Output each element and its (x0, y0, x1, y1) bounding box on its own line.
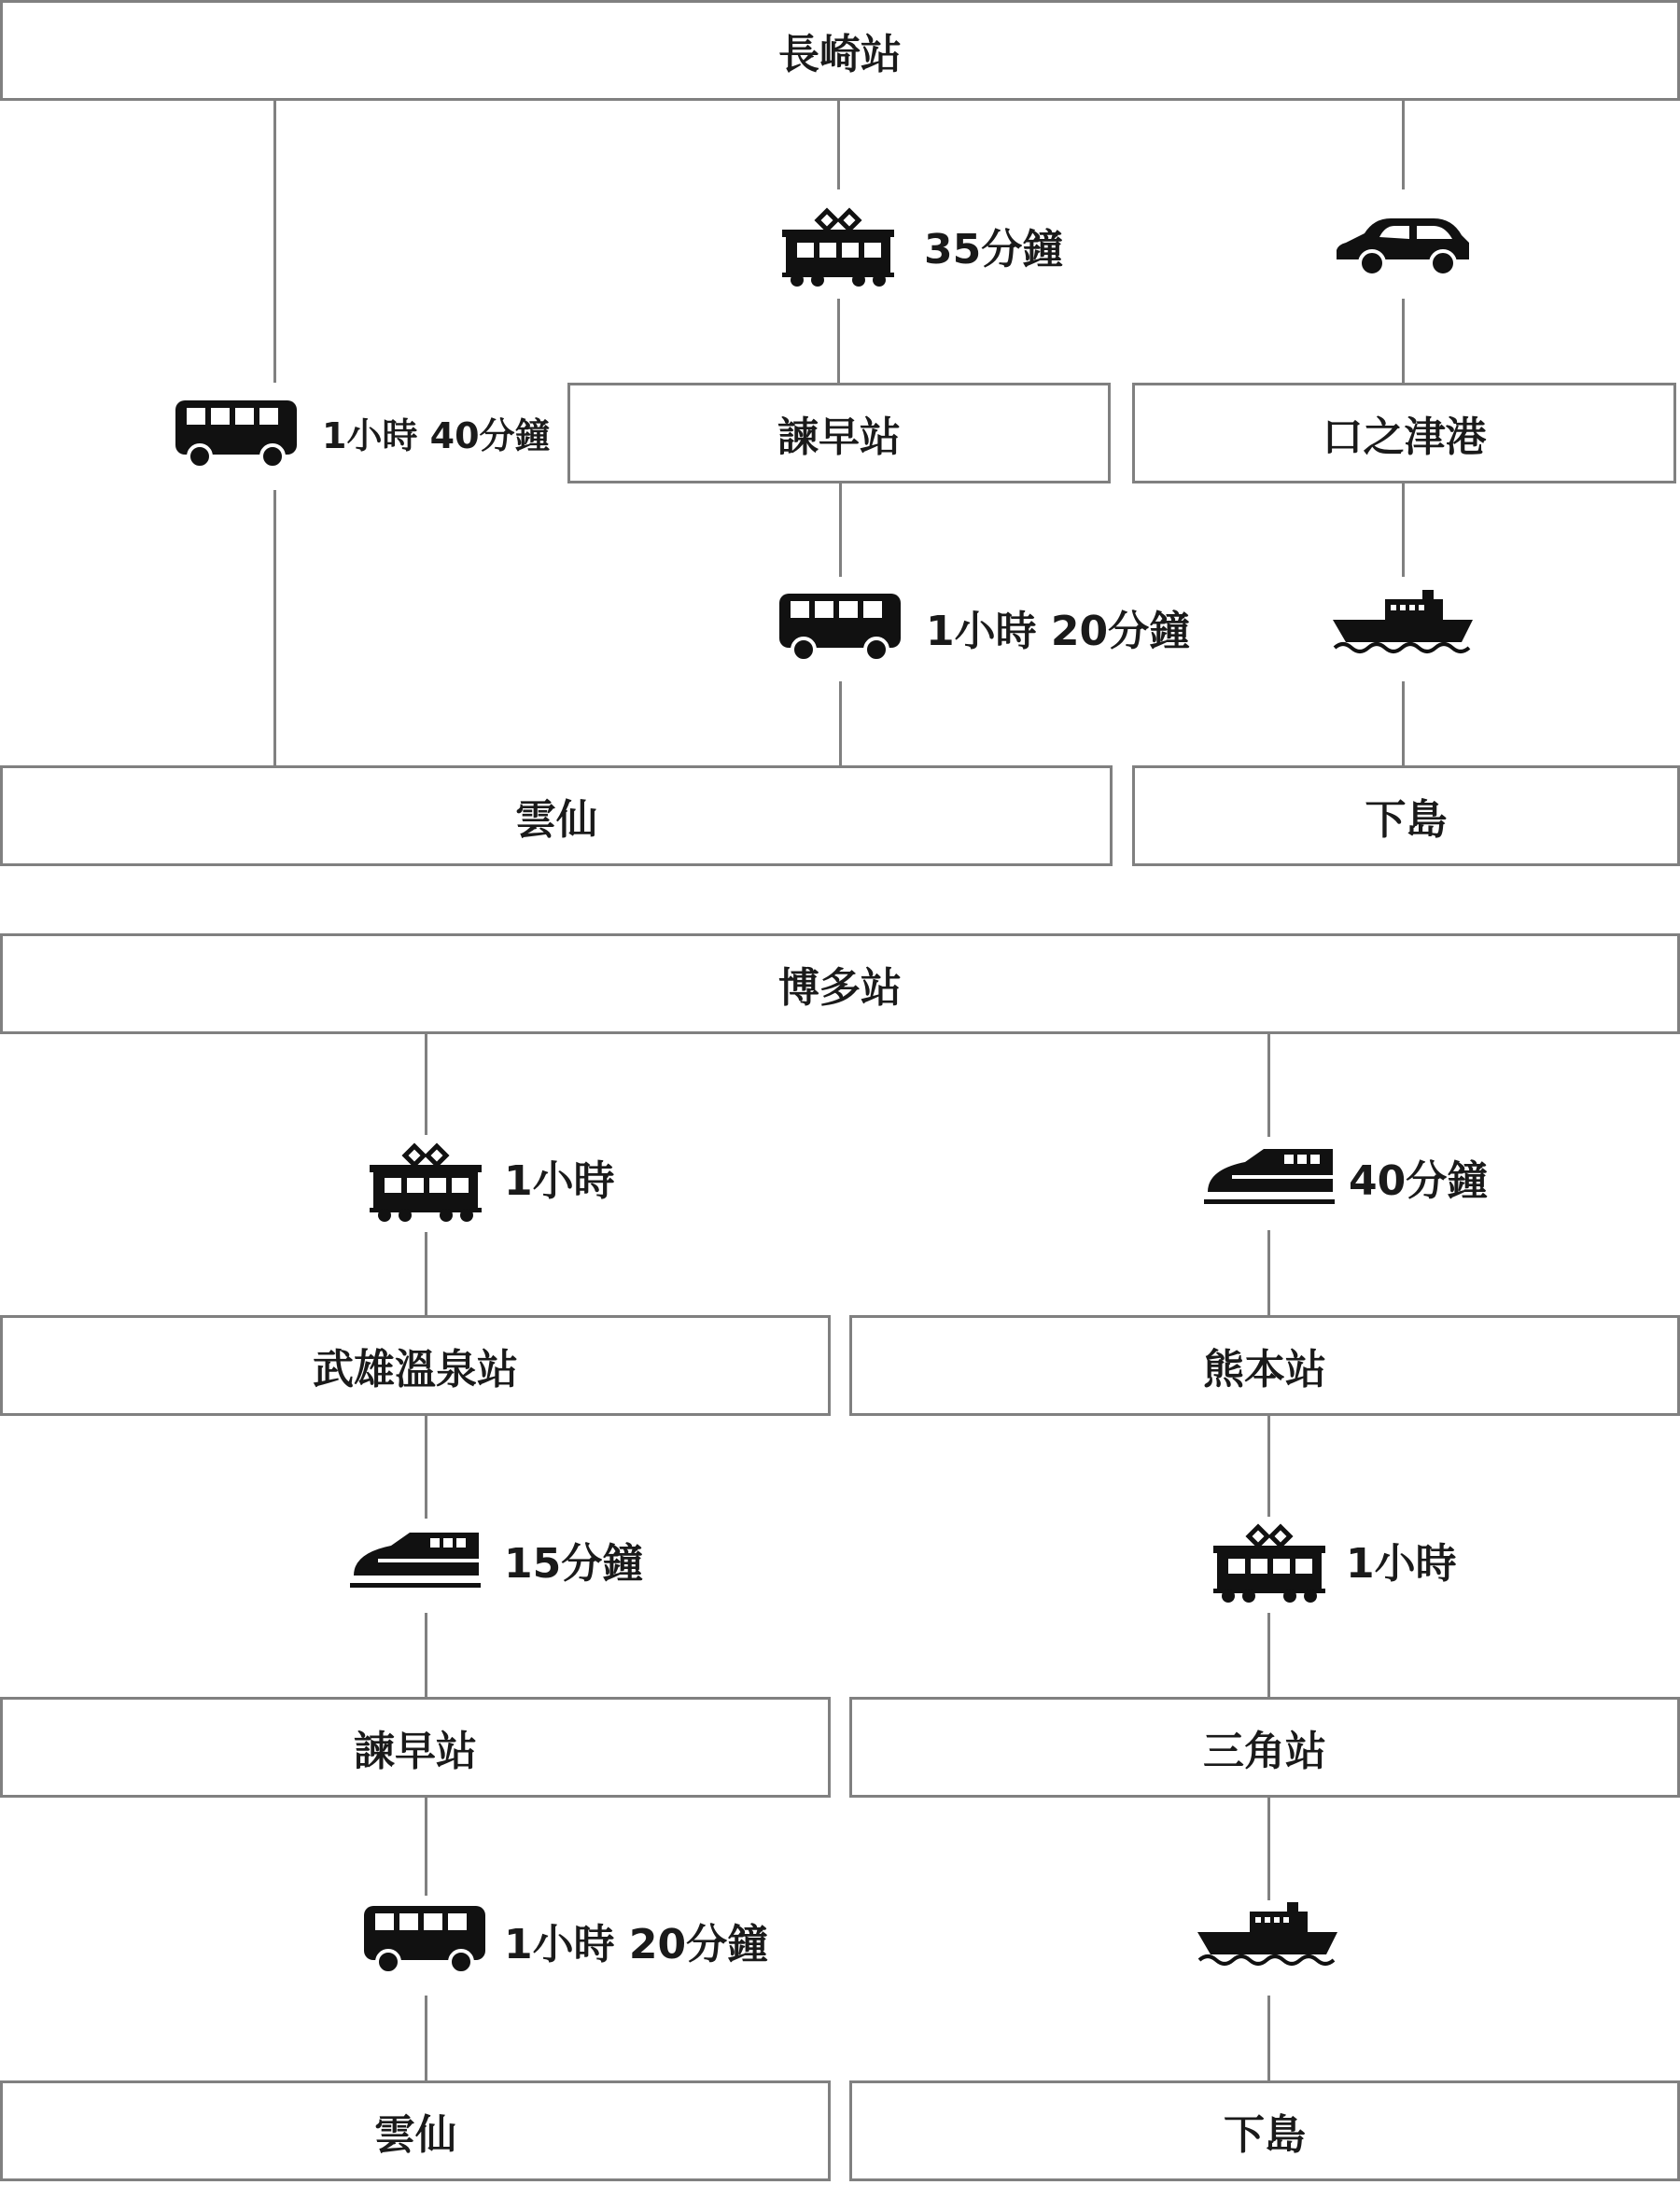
station-takeo-onsen (0, 1315, 831, 1416)
travel-time-label: 1小時 (504, 1157, 615, 1205)
tram-icon (1213, 1520, 1325, 1604)
connector-line (1402, 483, 1405, 577)
travel-time-label: 35分鐘 (924, 226, 1064, 273)
destination-shimoshima (849, 2080, 1680, 2181)
connector-line (425, 1416, 427, 1519)
station-label: 雲仙 (374, 2111, 456, 2159)
connector-line (1267, 1230, 1270, 1316)
destination-unzen (0, 2080, 831, 2181)
connector-line (425, 1034, 427, 1135)
connector-line (1402, 299, 1405, 383)
station-label: 口之津港 (1322, 413, 1487, 461)
port-kuchinotsu (1132, 383, 1676, 483)
bus-icon (175, 397, 297, 471)
travel-time-label: 1小時 (1346, 1540, 1457, 1588)
station-label: 諫早站 (354, 1728, 477, 1775)
bus-icon (779, 590, 901, 665)
connector-line (425, 1613, 427, 1697)
shinkansen-icon (350, 1527, 481, 1592)
travel-time-label: 1小時 40分鐘 (322, 415, 551, 456)
station-nagasaki (0, 0, 1680, 101)
ferry-icon (1197, 1902, 1337, 1973)
car-icon (1333, 213, 1473, 280)
bus-icon (364, 1902, 485, 1977)
station-label: 長崎站 (778, 31, 902, 78)
travel-time-label: 15分鐘 (504, 1540, 644, 1588)
station-hakata (0, 933, 1680, 1034)
station-label: 武雄溫泉站 (313, 1346, 518, 1394)
station-label: 博多站 (778, 964, 902, 1012)
station-label: 雲仙 (515, 796, 597, 844)
tram-icon (370, 1139, 482, 1223)
connector-line (1267, 1996, 1270, 2081)
destination-shimoshima (1132, 765, 1680, 866)
connector-line (1267, 1416, 1270, 1517)
connector-line (839, 483, 842, 577)
connector-line (837, 101, 840, 189)
station-label: 下島 (1224, 2111, 1306, 2159)
station-isahaya (567, 383, 1111, 483)
connector-line (1267, 1034, 1270, 1137)
connector-line (1402, 681, 1405, 767)
shinkansen-icon (1204, 1143, 1335, 1209)
station-isahaya (0, 1697, 831, 1798)
connector-line (1267, 1613, 1270, 1697)
connector-line (425, 1232, 427, 1316)
station-misumi (849, 1697, 1680, 1798)
travel-time-label: 1小時 20分鐘 (926, 608, 1191, 655)
connector-line (1402, 101, 1405, 189)
connector-line (273, 490, 276, 767)
ferry-icon (1333, 590, 1473, 661)
station-label: 三角站 (1203, 1728, 1326, 1775)
connector-line (425, 1798, 427, 1896)
connector-line (273, 101, 276, 383)
station-label: 諫早站 (777, 413, 901, 461)
station-kumamoto (849, 1315, 1680, 1416)
travel-time-label: 1小時 20分鐘 (504, 1921, 769, 1968)
connector-line (1267, 1798, 1270, 1900)
travel-time-label: 40分鐘 (1349, 1157, 1489, 1205)
connector-line (837, 299, 840, 383)
connector-line (839, 681, 842, 767)
destination-unzen (0, 765, 1113, 866)
station-label: 熊本站 (1203, 1346, 1326, 1394)
connector-line (425, 1996, 427, 2081)
station-label: 下島 (1365, 796, 1448, 844)
tram-icon (782, 203, 894, 287)
